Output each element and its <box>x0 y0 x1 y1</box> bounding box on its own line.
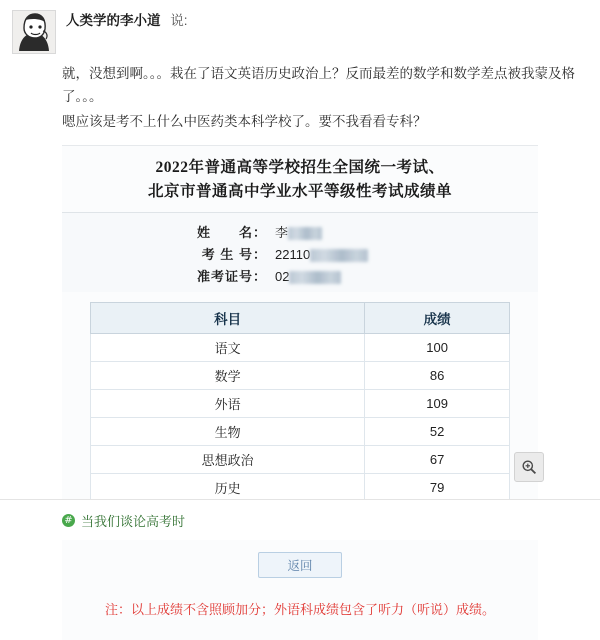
identity-label-exam-id: 考 生 号： <box>201 247 267 262</box>
cell-subject: 语文 <box>91 334 365 362</box>
cell-score: 79 <box>365 474 510 502</box>
table-row <box>91 390 510 418</box>
score-note: 注：以上成绩不含照顾加分；外语科成绩包含了听力（听说）成绩。 <box>104 602 495 617</box>
zoom-image-button[interactable] <box>514 452 544 482</box>
cell-score: 109 <box>365 390 510 418</box>
cell-subject: 历史 <box>91 474 365 502</box>
identity-value-admission-id-text: 02 <box>275 269 290 284</box>
cell-score: 100 <box>365 334 510 362</box>
avatar[interactable] <box>12 10 56 54</box>
table-row <box>91 446 510 474</box>
author-says-label: 说: <box>170 13 188 28</box>
card-title-line-1: 2022年普通高等学校招生全国统一考试、 <box>155 159 445 176</box>
post-header <box>0 0 600 54</box>
cell-score: 86 <box>365 362 510 390</box>
identity-value-exam-id <box>267 244 425 266</box>
identity-value-name <box>267 222 425 244</box>
button-row <box>62 542 538 582</box>
score-report-card[interactable] <box>62 145 538 640</box>
back-button[interactable]: 返回 <box>258 552 342 578</box>
cartoon-portrait-avatar <box>13 11 55 53</box>
topic-tag-link[interactable]: 当我们谈论高考时 <box>81 513 186 529</box>
redaction-blur-exam-id <box>310 249 368 262</box>
identity-row-admission-id <box>62 266 538 288</box>
post-body-line-2: 嗯应该是考不上什么中医药类本科学校了。要不我看看专科？ <box>62 114 427 129</box>
table-row <box>91 474 510 502</box>
cell-subject: 生物 <box>91 418 365 446</box>
table-row <box>91 418 510 446</box>
column-header-subject: 科目 <box>91 303 365 334</box>
identity-row-name <box>62 222 538 244</box>
identity-value-exam-id-text: 22110 <box>275 247 311 262</box>
redaction-blur-admission-id <box>289 271 341 284</box>
identity-block <box>62 213 538 292</box>
post-body <box>62 62 588 133</box>
cell-subject: 数学 <box>91 362 365 390</box>
cell-score: 67 <box>365 446 510 474</box>
cell-subject: 外语 <box>91 390 365 418</box>
magnifier-plus-icon <box>521 459 537 475</box>
card-title-line-2: 北京市普通高中学业水平等级性考试成绩单 <box>147 183 452 200</box>
table-row <box>91 362 510 390</box>
identity-value-admission-id <box>267 266 425 288</box>
left-rail <box>0 0 4 540</box>
post-body-line-1: 就，没想到啊。。。栽在了语文英语历史政治上？反而最差的数学和数学差点被我蒙及格了。。。 <box>62 66 575 104</box>
cell-score: 52 <box>365 418 510 446</box>
table-row <box>91 334 510 362</box>
identity-label-admission-id: 准考证号： <box>196 269 267 284</box>
author-line <box>66 10 188 30</box>
column-header-score: 成绩 <box>365 303 510 334</box>
identity-label-name: 姓 名： <box>196 225 267 240</box>
identity-value-name-text: 李 <box>275 225 289 240</box>
author-name[interactable]: 人类学的李小道 <box>66 13 161 28</box>
redaction-blur-name <box>288 227 322 240</box>
identity-row-exam-id <box>62 244 538 266</box>
footer-bar <box>0 499 600 540</box>
hash-tag-icon: # <box>62 514 75 527</box>
table-header-row <box>91 303 510 334</box>
cell-subject: 思想政治 <box>91 446 365 474</box>
